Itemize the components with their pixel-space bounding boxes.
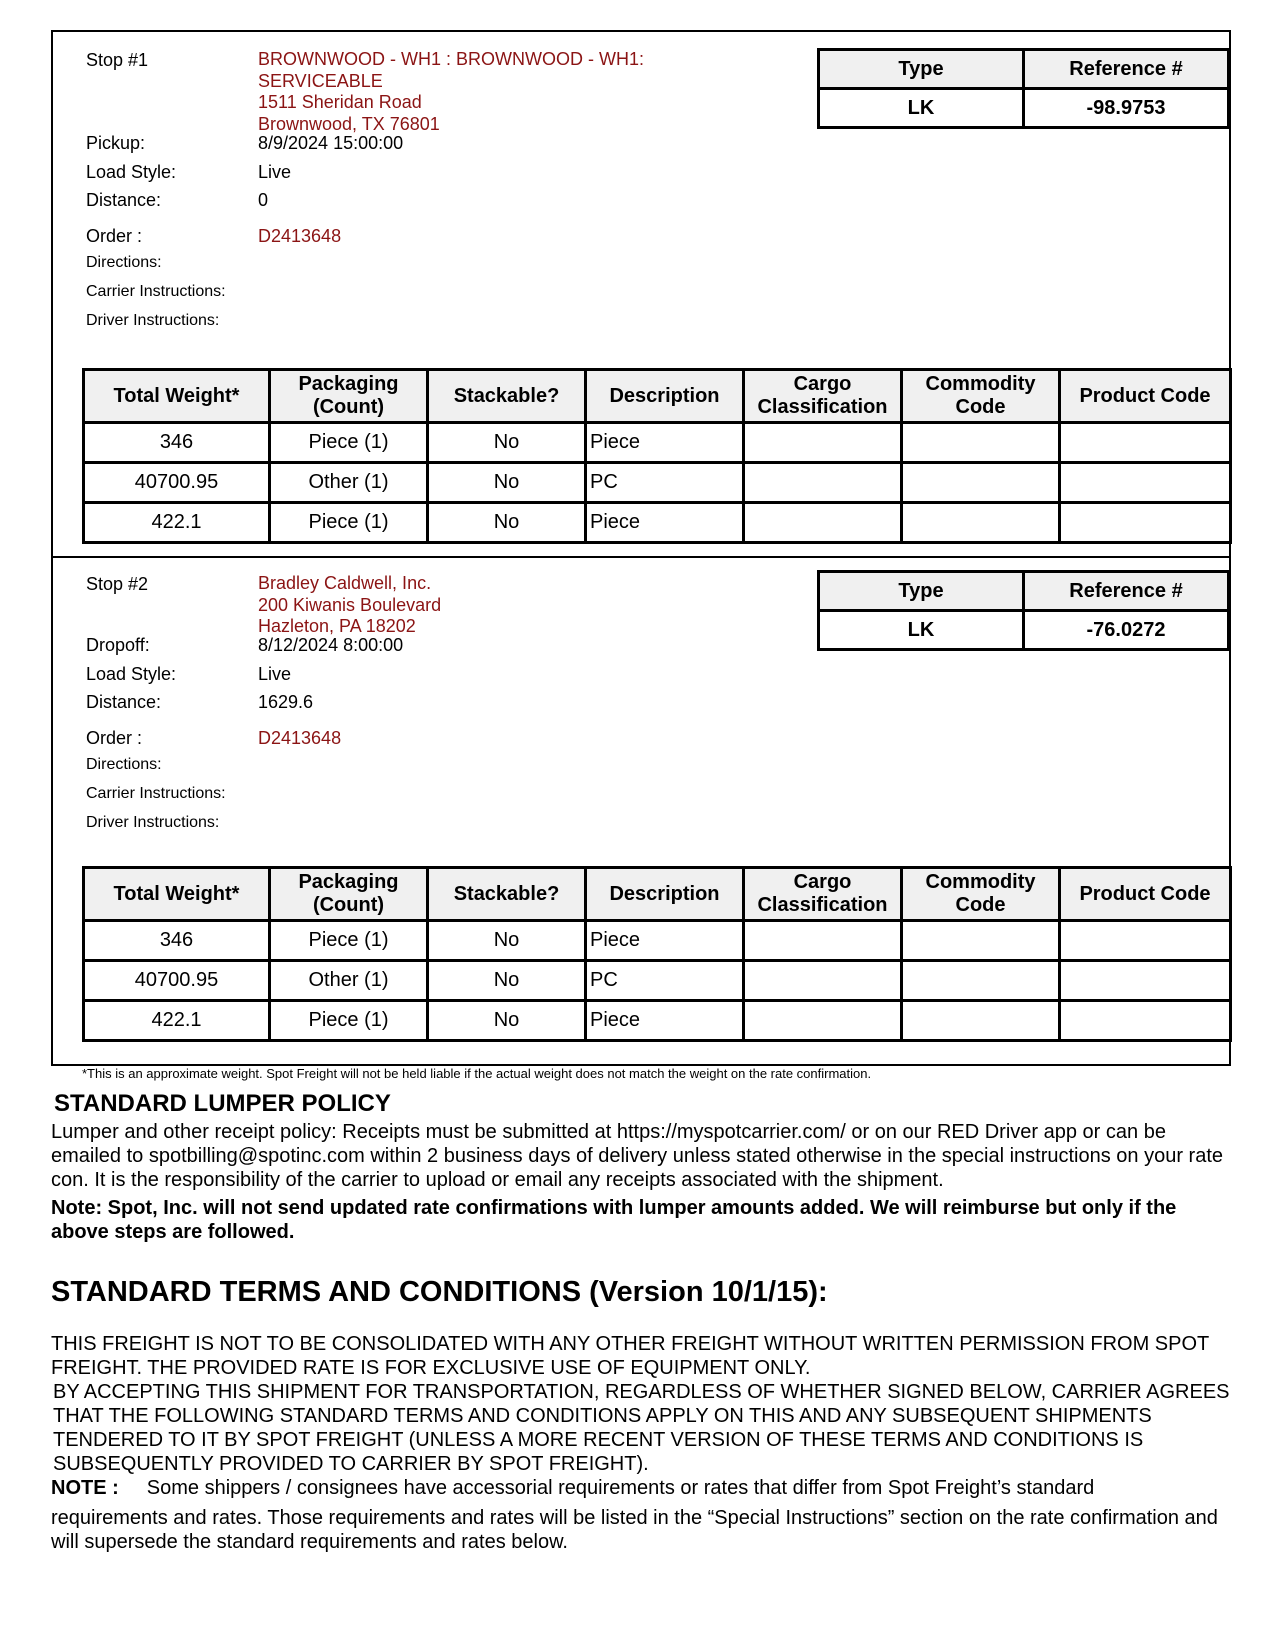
ref-header-type: Type bbox=[819, 572, 1024, 611]
ref-number: -76.0272 bbox=[1024, 611, 1229, 650]
stop-2-section bbox=[51, 558, 1231, 1066]
cell-packaging: Other (1) bbox=[270, 463, 428, 503]
cell-commodity bbox=[902, 921, 1060, 961]
cell-description: PC bbox=[586, 463, 744, 503]
cell-cargo-class bbox=[744, 921, 902, 961]
header-stackable: Stackable? bbox=[428, 868, 586, 921]
cell-weight: 422.1 bbox=[84, 1001, 270, 1041]
dropoff-label: Dropoff: bbox=[86, 635, 150, 655]
location-line: Bradley Caldwell, Inc. bbox=[258, 573, 432, 593]
order-label: Order : bbox=[86, 728, 143, 748]
cell-product bbox=[1060, 463, 1231, 503]
table-row bbox=[84, 463, 1231, 503]
cell-stackable: No bbox=[428, 961, 586, 1001]
header-product-code: Product Code bbox=[1060, 868, 1231, 921]
cell-packaging: Piece (1) bbox=[270, 1001, 428, 1041]
stop-1-section bbox=[51, 30, 1231, 558]
cell-weight: 40700.95 bbox=[84, 961, 270, 1001]
cell-product bbox=[1060, 961, 1231, 1001]
stop-label: Stop #2 bbox=[86, 574, 149, 594]
location-line: Brownwood, TX 76801 bbox=[258, 113, 440, 134]
order-number: D2413648 bbox=[258, 728, 342, 748]
header-total-weight: Total Weight* bbox=[84, 370, 270, 423]
reference-table bbox=[817, 48, 1230, 129]
lumper-policy-heading: STANDARD LUMPER POLICY bbox=[54, 1090, 391, 1117]
cell-stackable: No bbox=[428, 423, 586, 463]
carrier-instructions-label: Carrier Instructions: bbox=[86, 283, 226, 300]
freight-table bbox=[82, 368, 1232, 544]
load-style-label: Load Style: bbox=[86, 664, 177, 684]
cell-stackable: No bbox=[428, 503, 586, 543]
cell-description: Piece bbox=[586, 1001, 744, 1041]
cell-description: PC bbox=[586, 961, 744, 1001]
cell-commodity bbox=[902, 1001, 1060, 1041]
terms-note bbox=[51, 1476, 1231, 1500]
header-commodity-code: Commodity Code bbox=[902, 868, 1060, 921]
order-number: D2413648 bbox=[258, 226, 342, 246]
header-product-code: Product Code bbox=[1060, 370, 1231, 423]
cell-commodity bbox=[902, 503, 1060, 543]
header-commodity-code: Commodity Code bbox=[902, 370, 1060, 423]
directions-label: Directions: bbox=[86, 756, 162, 773]
terms-note-line1: Some shippers / consignees have accessorial requirements or rates that differ from Spot Freight’s standard bbox=[146, 1477, 1095, 1499]
header-cargo-classification: Cargo Classification bbox=[744, 370, 902, 423]
header-description: Description bbox=[586, 868, 744, 921]
load-style-value: Live bbox=[258, 162, 292, 182]
cell-product bbox=[1060, 1001, 1231, 1041]
carrier-instructions-label: Carrier Instructions: bbox=[86, 785, 226, 802]
distance-label: Distance: bbox=[86, 692, 162, 712]
terms-heading: STANDARD TERMS AND CONDITIONS (Version 10/1/15): bbox=[51, 1276, 828, 1308]
pickup-time: 8/9/2024 15:00:00 bbox=[258, 133, 404, 153]
ref-type: LK bbox=[819, 611, 1024, 650]
header-cargo-classification: Cargo Classification bbox=[744, 868, 902, 921]
cell-cargo-class bbox=[744, 1001, 902, 1041]
distance-label: Distance: bbox=[86, 190, 162, 210]
location-line: BROWNWOOD - WH1 : BROWNWOOD - WH1: bbox=[258, 49, 644, 69]
cell-weight: 346 bbox=[84, 423, 270, 463]
cell-commodity bbox=[902, 961, 1060, 1001]
location-line: SERVICEABLE bbox=[258, 70, 383, 91]
terms-note-label: NOTE : bbox=[51, 1477, 119, 1499]
ref-header-reference: Reference # bbox=[1024, 572, 1229, 611]
cell-stackable: No bbox=[428, 921, 586, 961]
terms-paragraph-1: THIS FREIGHT IS NOT TO BE CONSOLIDATED WITH ANY OTHER FREIGHT WITHOUT WRITTEN PERMISSION FROM SPOT FREIGHT. THE PROVIDED RATE IS FOR EXCLUSIVE USE OF EQUIPMENT ONLY. bbox=[51, 1333, 1209, 1379]
distance-value: 1629.6 bbox=[258, 692, 314, 712]
lumper-policy-body: Lumper and other receipt policy: Receipts must be submitted at https://myspotcarrier.com/ or on our RED Driver app or can be emailed to spotbilling@spotinc.com within 2 business days of delivery unless stated otherwise in the special instructions on your rate con. It is the responsibility of the carrier to upload or email any receipts associated with the shipment. bbox=[51, 1121, 1224, 1191]
terms-paragraph-2: BY ACCEPTING THIS SHIPMENT FOR TRANSPORTATION, REGARDLESS OF WHETHER SIGNED BELOW, CARRIER AGREES THAT THE FOLLOWING STANDARD TERMS AND CONDITIONS APPLY ON THIS AND ANY SUBSEQUENT SHIPMENTS TENDERED TO IT BY SPOT FREIGHT (UNLESS A MORE RECENT VERSION OF THESE TERMS AND CONDITIONS IS SUBSEQUENTLY PROVIDED TO CARRIER BY SPOT FREIGHT). bbox=[53, 1381, 1230, 1475]
cell-stackable: No bbox=[428, 463, 586, 503]
cell-product bbox=[1060, 921, 1231, 961]
cell-product bbox=[1060, 503, 1231, 543]
order-label: Order : bbox=[86, 226, 143, 246]
load-style-label: Load Style: bbox=[86, 162, 177, 182]
cell-packaging: Piece (1) bbox=[270, 921, 428, 961]
cell-commodity bbox=[902, 463, 1060, 503]
load-style-value: Live bbox=[258, 664, 292, 684]
cell-product bbox=[1060, 423, 1231, 463]
cell-cargo-class bbox=[744, 961, 902, 1001]
ref-type: LK bbox=[819, 89, 1024, 128]
freight-header-row bbox=[84, 370, 1231, 423]
pickup-label: Pickup: bbox=[86, 133, 146, 153]
directions-label: Directions: bbox=[86, 254, 162, 271]
ref-header-reference: Reference # bbox=[1024, 50, 1229, 89]
table-row bbox=[84, 423, 1231, 463]
cell-packaging: Piece (1) bbox=[270, 503, 428, 543]
stop-location bbox=[258, 573, 441, 638]
location-line: Hazleton, PA 18202 bbox=[258, 616, 416, 636]
terms-note-continuation: requirements and rates. Those requirements and rates will be listed in the “Special Instructions” section on the rate confirmation and will supersede the standard requirements and rates below. bbox=[51, 1507, 1218, 1553]
freight-table bbox=[82, 866, 1232, 1042]
cell-packaging: Other (1) bbox=[270, 961, 428, 1001]
cell-description: Piece bbox=[586, 921, 744, 961]
header-description: Description bbox=[586, 370, 744, 423]
cell-packaging: Piece (1) bbox=[270, 423, 428, 463]
cell-cargo-class bbox=[744, 503, 902, 543]
table-row bbox=[84, 921, 1231, 961]
reference-table bbox=[817, 570, 1230, 651]
table-row bbox=[84, 961, 1231, 1001]
cell-weight: 40700.95 bbox=[84, 463, 270, 503]
table-row bbox=[84, 503, 1231, 543]
location-line: 1511 Sheridan Road bbox=[258, 92, 422, 112]
header-packaging: Packaging (Count) bbox=[270, 868, 428, 921]
lumper-policy-note: Note: Spot, Inc. will not send updated rate confirmations with lumper amounts added. We will reimburse but only if the above steps are followed. bbox=[51, 1197, 1177, 1243]
header-packaging: Packaging (Count) bbox=[270, 370, 428, 423]
dropoff-time: 8/12/2024 8:00:00 bbox=[258, 635, 404, 655]
distance-value: 0 bbox=[258, 190, 269, 210]
location-line: 200 Kiwanis Boulevard bbox=[258, 594, 442, 615]
stop-label: Stop #1 bbox=[86, 50, 149, 70]
table-row bbox=[84, 1001, 1231, 1041]
cell-description: Piece bbox=[586, 423, 744, 463]
ref-number: -98.9753 bbox=[1024, 89, 1229, 128]
driver-instructions-label: Driver Instructions: bbox=[86, 312, 220, 329]
driver-instructions-label: Driver Instructions: bbox=[86, 814, 220, 831]
header-stackable: Stackable? bbox=[428, 370, 586, 423]
freight-header-row bbox=[84, 868, 1231, 921]
cell-weight: 346 bbox=[84, 921, 270, 961]
cell-commodity bbox=[902, 423, 1060, 463]
cell-weight: 422.1 bbox=[84, 503, 270, 543]
stop-location bbox=[258, 49, 644, 135]
cell-cargo-class bbox=[744, 423, 902, 463]
ref-header-type: Type bbox=[819, 50, 1024, 89]
weight-footnote: *This is an approximate weight. Spot Freight will not be held liable if the actual weight does not match the weight on the rate confirmation. bbox=[82, 1066, 872, 1081]
cell-description: Piece bbox=[586, 503, 744, 543]
cell-stackable: No bbox=[428, 1001, 586, 1041]
header-total-weight: Total Weight* bbox=[84, 868, 270, 921]
cell-cargo-class bbox=[744, 463, 902, 503]
